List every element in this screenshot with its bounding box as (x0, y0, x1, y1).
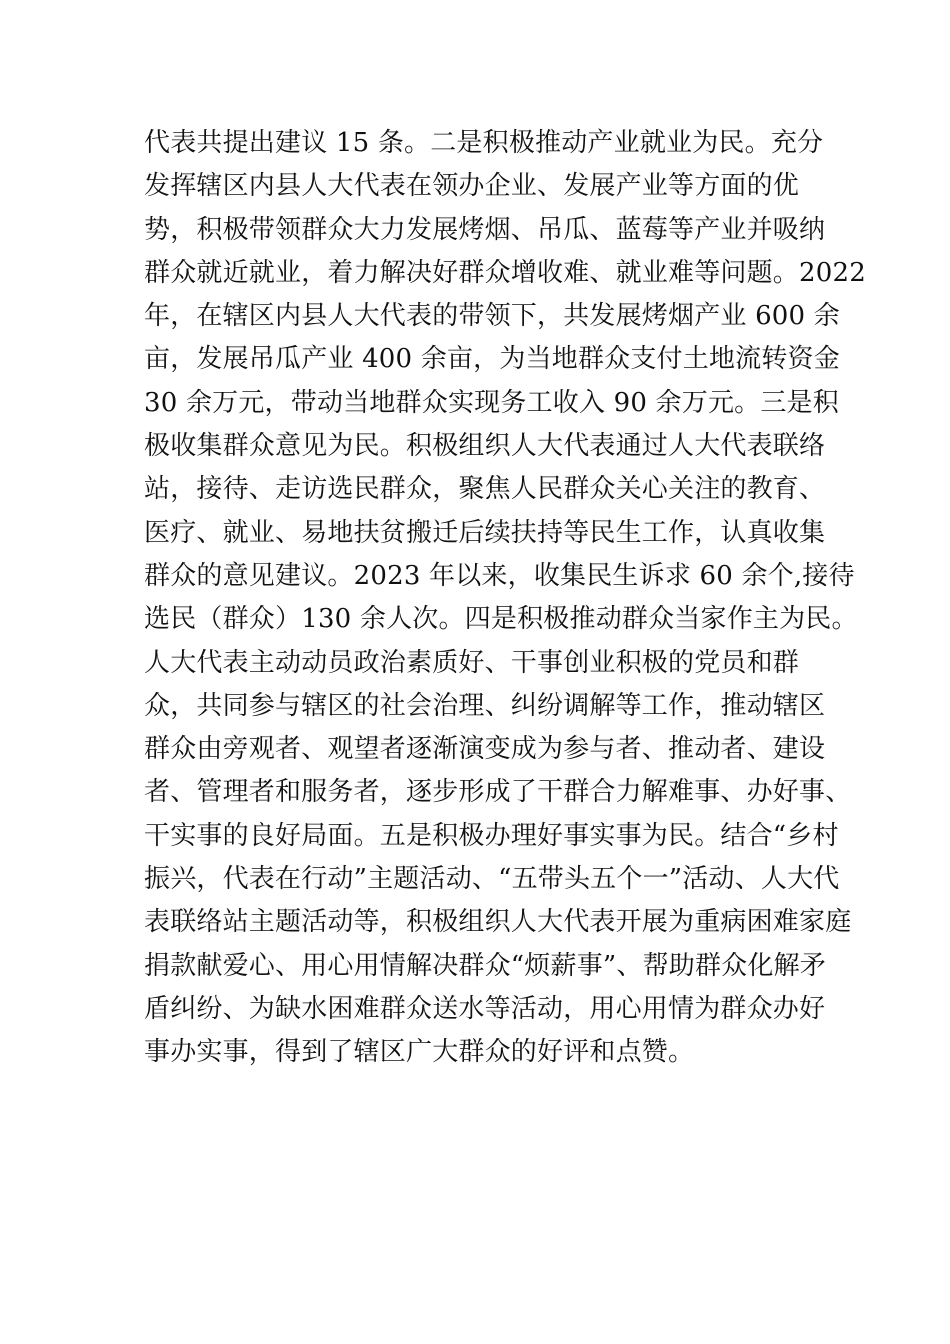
paragraph-line: 众，共同参与辖区的社会治理、纠纷调解等工作，推动辖区 (144, 690, 826, 721)
paragraph-line: 群众的意见建议。2023 年以来，收集民生诉求 60 余个,接待 (144, 560, 855, 591)
paragraph-line: 群众就近就业，着力解决好群众增收难、就业难等问题。2022 (144, 257, 866, 288)
paragraph-line: 代表共提出建议 15 条。二是积极推动产业就业为民。充分 (144, 128, 824, 158)
body-paragraph (144, 122, 866, 1075)
paragraph-line: 表联络站主题活动等，积极组织人大代表开展为重病困难家庭 (144, 907, 852, 938)
paragraph-line: 势，积极带领群众大力发展烤烟、吊瓜、蓝莓等产业并吸纳 (144, 214, 826, 245)
paragraph-line: 选民（群众）130 余人次。四是积极推动群众当家作主为民。 (144, 604, 858, 635)
paragraph-line: 30 余万元，带动当地群众实现务工收入 90 余万元。三是积 (144, 387, 839, 418)
paragraph-line: 盾纠纷、为缺水困难群众送水等活动，用心用情为群众办好 (144, 993, 826, 1024)
paragraph-line: 极收集群众意见为民。积极组织人大代表通过人大代表联络 (144, 431, 826, 462)
paragraph-line: 亩，发展吊瓜产业 400 余亩，为当地群众支付土地流转资金 (144, 344, 840, 375)
paragraph-line: 捐款献爱心、用心用情解决群众“烦薪事”、帮助群众化解矛 (144, 950, 826, 981)
paragraph-line: 医疗、就业、易地扶贫搬迁后续扶持等民生工作，认真收集 (144, 517, 826, 548)
paragraph-line: 站，接待、走访选民群众，聚焦人民群众关心关注的教育、 (144, 474, 826, 505)
paragraph-line: 年，在辖区内县人大代表的带领下，共发展烤烟产业 600 余 (144, 301, 840, 332)
paragraph-line: 人大代表主动动员政治素质好、干事创业积极的党员和群 (144, 647, 800, 678)
paragraph-line: 振兴，代表在行动”主题活动、“五带头五个一”活动、人大代 (144, 864, 840, 895)
paragraph-line: 者、管理者和服务者，逐步形成了干群合力解难事、办好事、 (144, 777, 852, 808)
paragraph-line: 干实事的良好局面。五是积极办理好事实事为民。结合“乡村 (144, 820, 839, 851)
paragraph-line: 发挥辖区内县人大代表在领办企业、发展产业等方面的优 (144, 171, 800, 202)
paragraph-line: 事办实事，得到了辖区广大群众的好评和点赞。 (144, 1037, 695, 1068)
paragraph-line: 群众由旁观者、观望者逐渐演变成为参与者、推动者、建设 (144, 734, 826, 765)
